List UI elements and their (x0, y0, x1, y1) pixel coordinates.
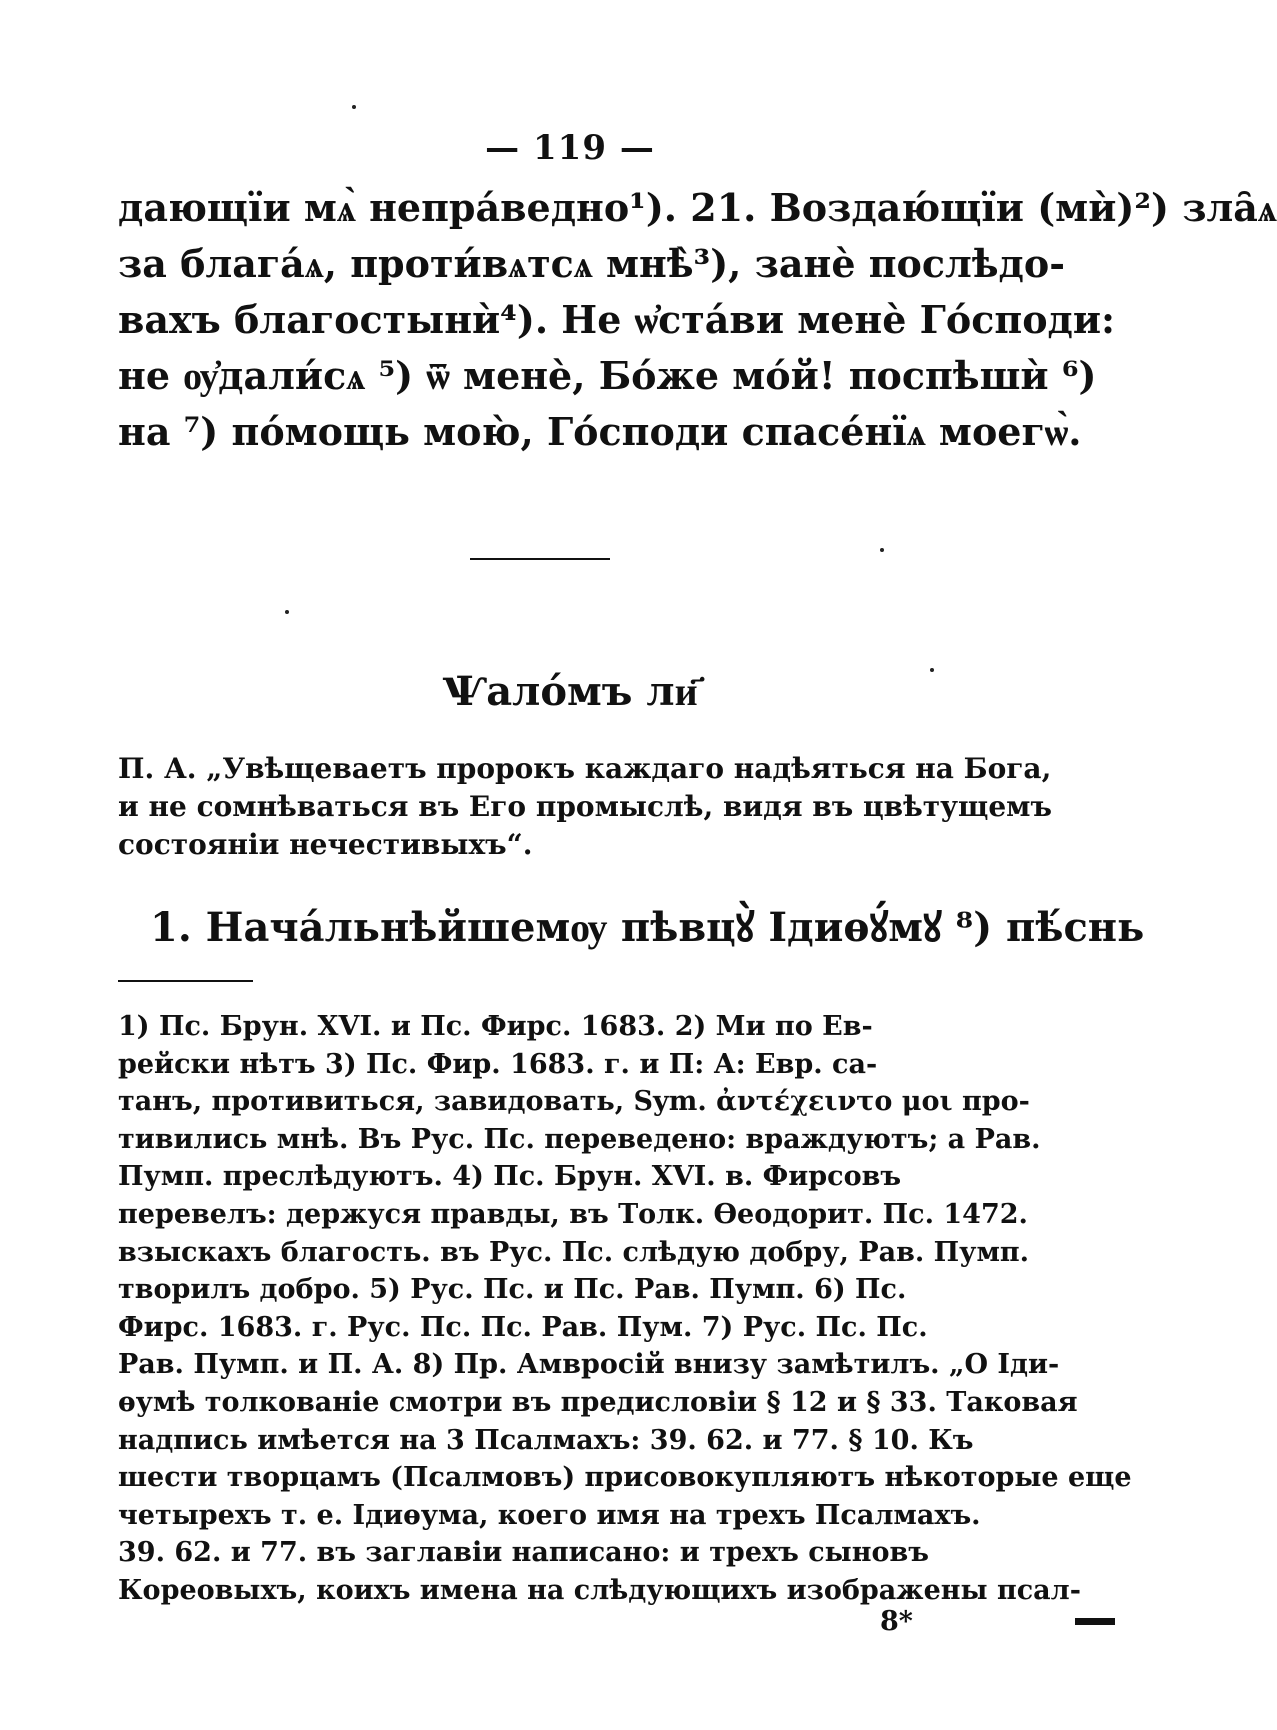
footnote-line: 39. 62. и 77. въ заглавіи написано: и трехъ сыновъ (118, 1537, 929, 1569)
footnote-line: Рав. Пумп. и П. А. 8) Пр. Амвросій внизу замѣтилъ. „О Іди- (118, 1349, 1060, 1381)
cs-line: дающїи мѧ̀ непра́ведно¹). 21. Воздаю́щїи (мѝ)²) зла̑ѧ (118, 185, 1277, 230)
cs-line: за блага́ѧ, проти́вѧтсѧ мнѣ̀³), занѐ послѣдо- (118, 241, 1065, 286)
verse-one: 1. Нача́льнѣйшемѹ пѣвцꙋ̀ Ідиѳꙋ́мꙋ ⁸) пѣ́снь (150, 904, 1145, 951)
footnote-line: ѳумѣ толкованіе смотри въ предисловіи § 12 и § 33. Таковая (118, 1386, 1078, 1418)
footnote-line: тивились мнѣ. Въ Рус. Пс. переведено: враждуютъ; а Рав. (118, 1123, 1041, 1155)
psalm-intro (118, 750, 1052, 864)
intro-line: состояніи нечестивыхъ“. (118, 828, 533, 861)
ink-speck (285, 610, 289, 614)
footnote-line: Кореовыхъ, коихъ имена на слѣдующихъ изображены псал- (118, 1574, 1081, 1606)
section-divider (470, 558, 610, 560)
ink-speck (880, 548, 884, 552)
footnote-line: взыскахъ благость. въ Рус. Пс. слѣдую добру, Рав. Пумп. (118, 1236, 1030, 1268)
margin-mark (1075, 1618, 1115, 1625)
intro-line: П. А. „Увѣщеваетъ пророкъ каждаго надѣяться на Бога, (118, 752, 1052, 785)
footnote-line: четырехъ т. е. Ідиѳума, коего имя на трехъ Псалмахъ. (118, 1499, 981, 1531)
intro-line: и не сомнѣваться въ Его промыслѣ, видя въ цвѣтущемъ (118, 790, 1052, 823)
footnote-divider (118, 980, 253, 982)
psalm-title: Ѱало́мъ ли҃ (442, 668, 698, 715)
footnotes (118, 1008, 1132, 1610)
footnote-line: творилъ добро. 5) Рус. Пс. и Пс. Рав. Пумп. 6) Пс. (118, 1274, 907, 1306)
page-number: — 119 — (485, 128, 655, 168)
church-slavonic-text (118, 180, 1277, 460)
footnote-line: рейски нѣтъ 3) Пс. Фир. 1683. г. и П: А: Евр. са- (118, 1048, 878, 1080)
footnote-line: перевелъ: держуся правды, въ Толк. Ѳеодорит. Пс. 1472. (118, 1198, 1028, 1230)
signature-mark: 8* (880, 1606, 913, 1637)
footnote-line: танъ, противиться, завидовать, Sym. ἀντέχειντο μοι про- (118, 1086, 1030, 1118)
cs-line: на ⁷) по́мощь мою̀, Го́споди спасе́нїѧ моегѡ̀. (118, 409, 1082, 454)
footnote-line: Пумп. преслѣдуютъ. 4) Пс. Брун. XVI. в. Фирсовъ (118, 1161, 902, 1193)
ink-speck (930, 668, 934, 672)
ink-speck (352, 105, 356, 109)
cs-line: вахъ благостынѝ⁴). Не ѡ҆ста́ви менѐ Го́споди: (118, 297, 1116, 342)
footnote-line: 1) Пс. Брун. XVI. и Пс. Фирс. 1683. 2) Ми по Ев- (118, 1011, 873, 1042)
footnote-line: надпись имѣется на 3 Псалмахъ: 39. 62. и 77. § 10. Къ (118, 1424, 974, 1456)
footnote-line: Фирс. 1683. г. Рус. Пс. Пс. Рав. Пум. 7) Рус. Пс. Пс. (118, 1311, 928, 1343)
cs-line: не ѹ҆дали́сѧ ⁵) ѿ менѐ, Бо́же мо́й! поспѣшѝ ⁶) (118, 353, 1097, 398)
footnote-line: шести творцамъ (Псалмовъ) присовокупляютъ нѣкоторые еще (118, 1462, 1132, 1494)
